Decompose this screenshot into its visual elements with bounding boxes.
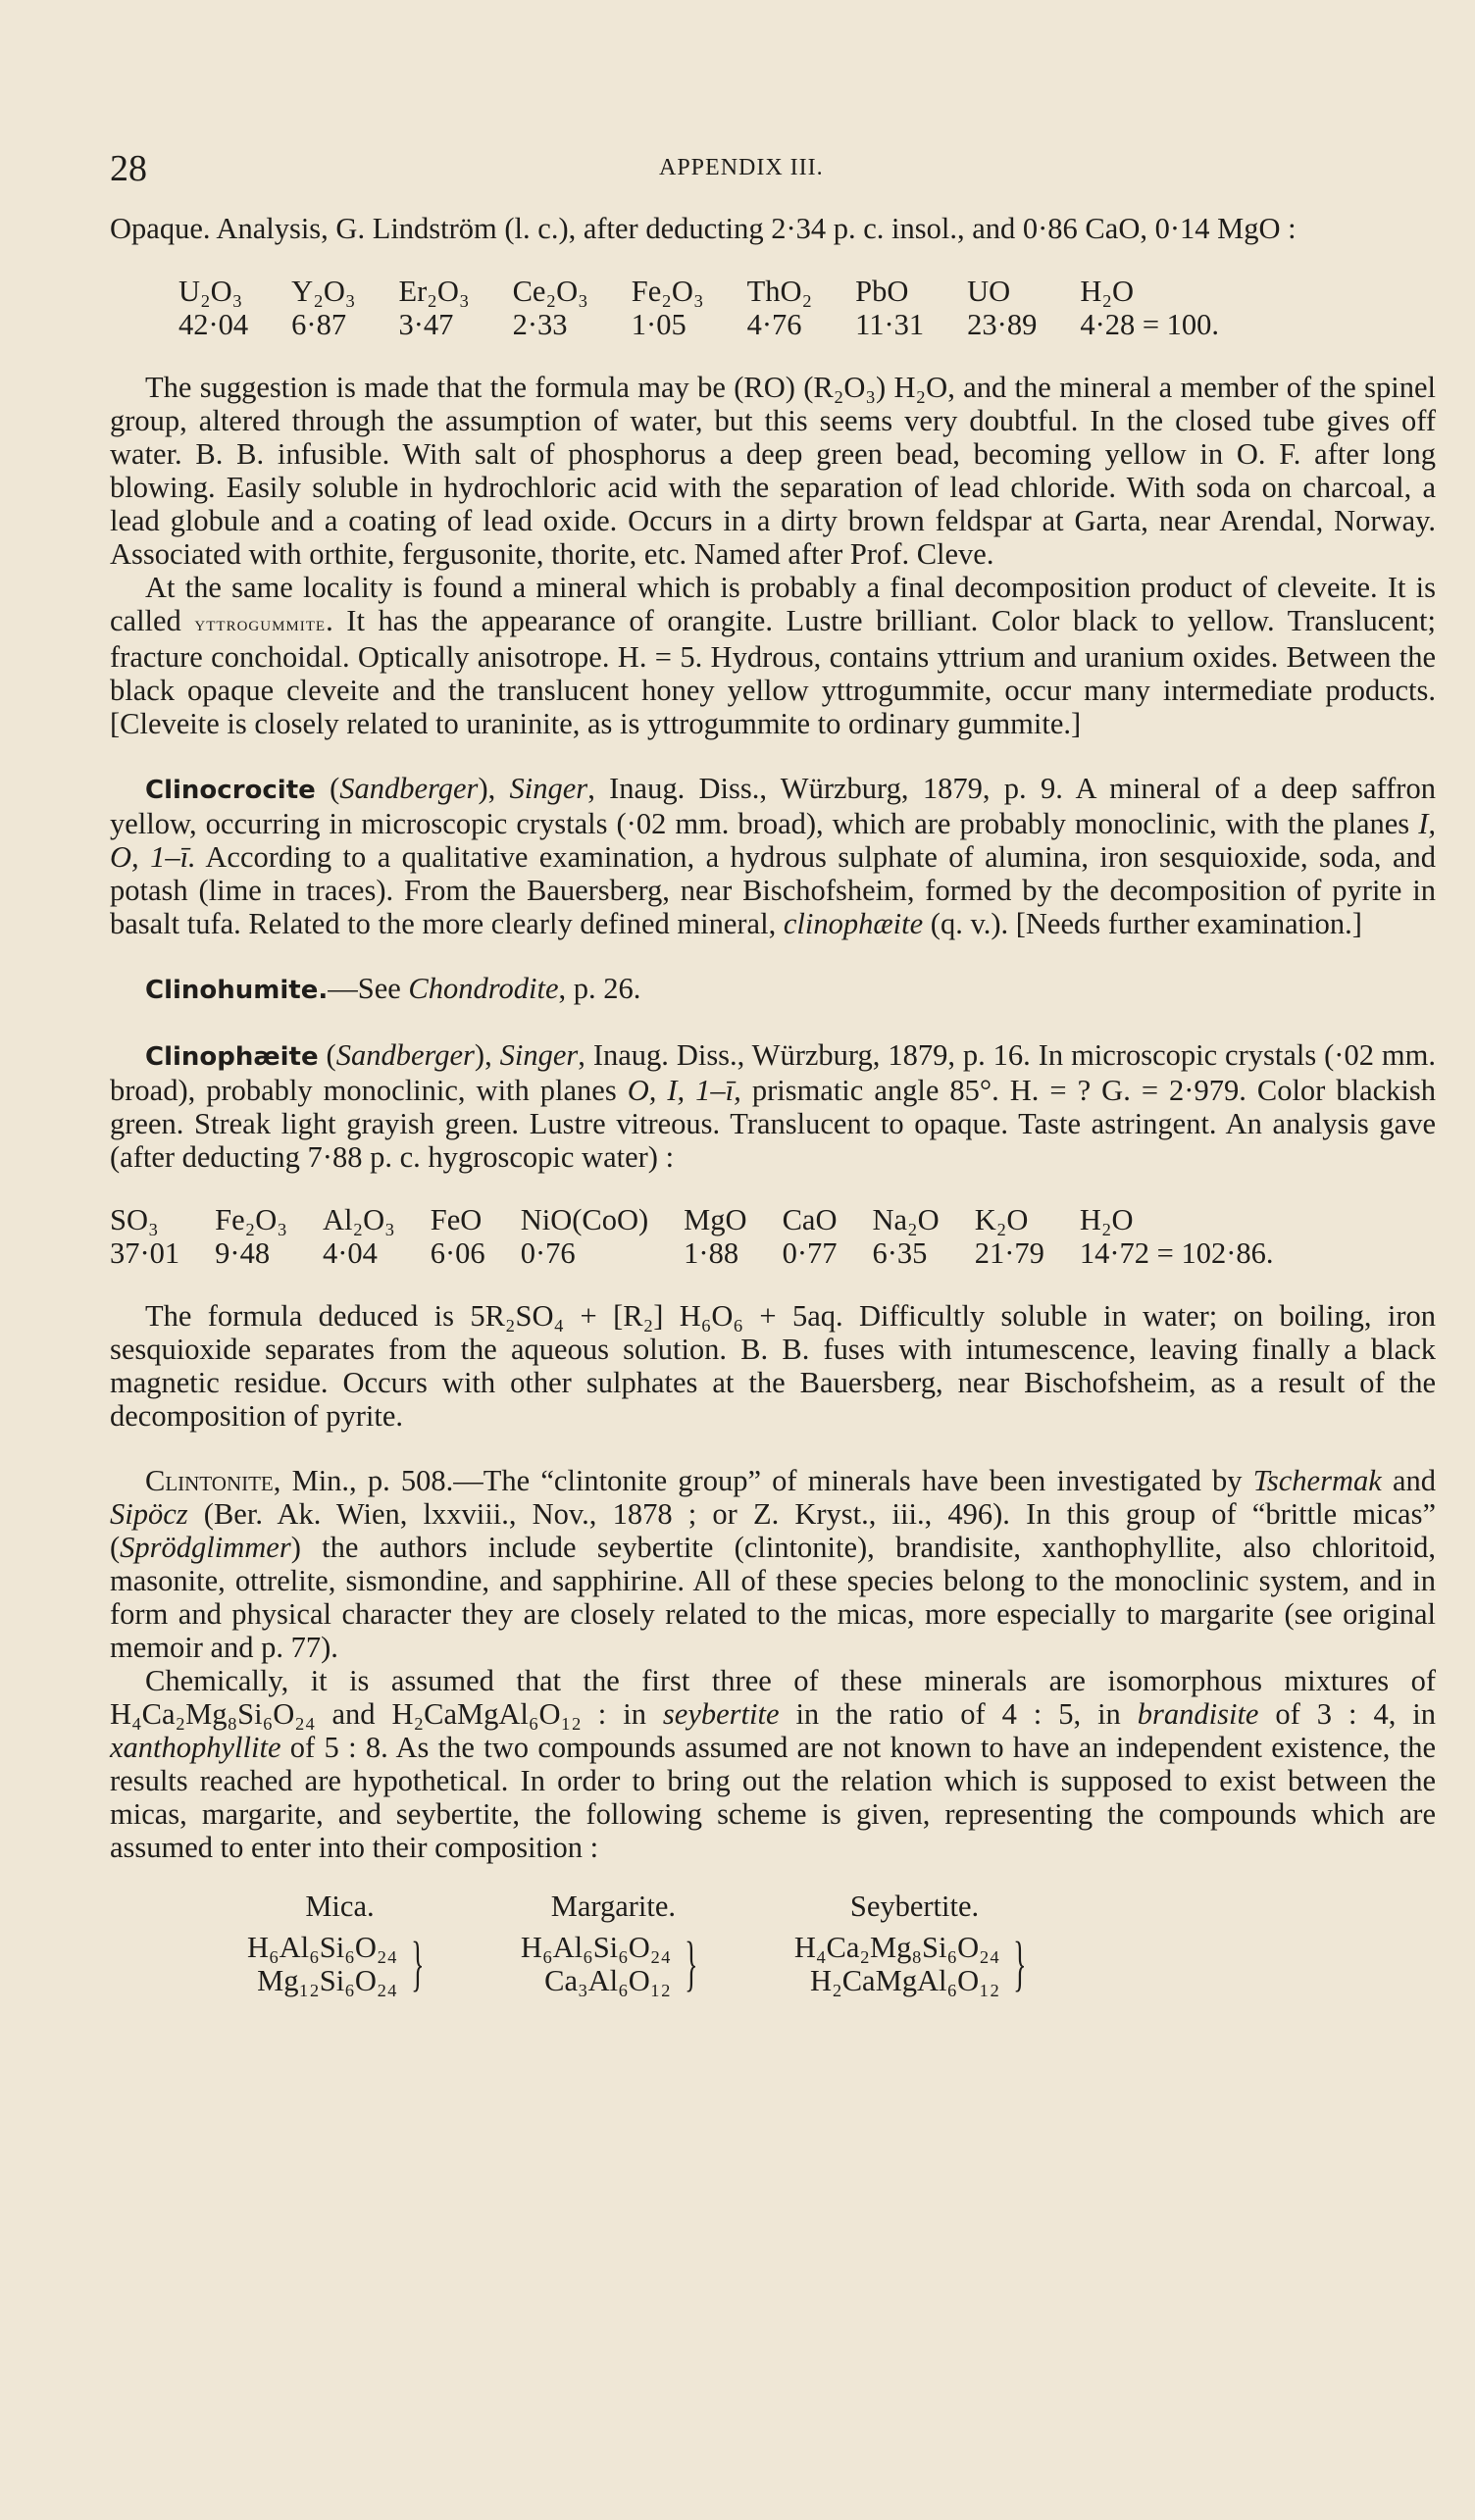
value-cell: 4·76 <box>746 308 802 341</box>
reference: , Inaug. Diss., Würzburg, 1879, p. 16. <box>578 1038 1039 1072</box>
value-cell: 14·72 = 102·86. <box>1079 1236 1274 1270</box>
value-cell: 4·04 <box>322 1236 378 1270</box>
formula: H₆Al₆Si₆O₂₄ <box>247 1931 398 1964</box>
text-span: A mineral of a deep saffron yellow, occurring in microscopic crystals (·02 mm. broad), which are probably monoclinic, with the planes <box>110 772 1436 840</box>
oxide-cell: UO <box>967 275 1011 308</box>
entry-clinohumite <box>110 972 1436 1007</box>
oxide-cell: Er₂O₃ <box>398 275 470 308</box>
value-cell: 37·01 <box>110 1236 180 1270</box>
formula: Mg₁₂Si₆O₂₄ <box>257 1964 398 1997</box>
value-cell: 0·77 <box>782 1236 838 1270</box>
brace-icon: } <box>1013 1931 1027 1997</box>
scheme-formulas <box>794 1931 1035 1997</box>
oxide-cell: PbO <box>855 275 909 308</box>
oxide-cell: Al₂O₃ <box>322 1203 395 1236</box>
author: Sandberger <box>335 1038 475 1072</box>
analysis-header-row <box>110 1203 1309 1236</box>
composition-scheme <box>247 1890 1436 1997</box>
formula: H₂CaMgAl₆O₁₂ <box>810 1964 1000 1997</box>
text-span: (q. v.). [Needs further examination.] <box>923 907 1362 940</box>
entry-title: Clinophæite <box>145 1042 319 1072</box>
formula-lines <box>247 1931 397 1997</box>
mineral-name-yttrogummite: yttrogummite <box>194 612 327 635</box>
text-span: of 5 : 8. As the two compounds assumed are not known to have an independent existence, the results reached are hypothetical. In order to bring out the relation which is supposed to exist between the micas, margarite, and seybertite, the following scheme is given, representing the compounds which are assumed to enter into their composition : <box>110 1731 1436 1864</box>
oxide-cell: MgO <box>684 1203 747 1236</box>
text-span: In microscopic crystals (·02 mm. broad), probably monoclinic, with planes <box>110 1038 1436 1107</box>
value-cell: 1·05 <box>631 308 687 341</box>
value-cell: 11·31 <box>855 308 925 341</box>
oxide-cell: FeO <box>430 1203 483 1236</box>
value-cell: 1·88 <box>684 1236 739 1270</box>
planes: O, I, 1–ī, <box>627 1074 741 1107</box>
text-span: and <box>1381 1464 1436 1497</box>
oxide-cell: Y₂O₃ <box>291 275 356 308</box>
value-cell: 21·79 <box>974 1236 1044 1270</box>
oxide-cell: Fe₂O₃ <box>631 275 704 308</box>
brace-icon: } <box>685 1931 698 1997</box>
value-cell: 42·04 <box>178 308 249 341</box>
intro-paragraph: Opaque. Analysis, G. Lindström (l. c.), after deducting 2·34 p. c. insol., and 0·86 CaO, 0·14 MgO : <box>110 212 1297 245</box>
brace-icon: } <box>411 1931 425 1997</box>
entry-clintonite <box>110 1464 1436 1664</box>
text-span: prismatic angle 85°. H. = ? G. = 2·979. Color blackish green. Streak light grayish green. Lustre vitreous. Translucent to opaque. Taste astringent. An analysis gave (after deducting 7·88 p. c. hygroscopic water) : <box>110 1074 1436 1174</box>
text-span: of 3 : 4, in <box>1258 1697 1437 1731</box>
scheme-column-margarite <box>521 1890 706 1997</box>
text-span: , p. 26. <box>558 972 641 1005</box>
ref-author: Singer <box>509 772 588 805</box>
oxide-cell: U₂O₃ <box>178 275 243 308</box>
yttrogummite-paragraph <box>110 571 1436 740</box>
oxide-cell: H₂O <box>1079 1203 1134 1236</box>
scheme-title: Mica. <box>305 1890 375 1923</box>
text-span: According to a qualitative examination, a hydrous sulphate of alumina, iron sesquioxide, soda, and potash (lime in traces). From the Bauersberg, near Bischofsheim, formed by the decomposition of pyrite in basalt tufa. Related to the more clearly defined mineral, <box>110 840 1436 940</box>
page-number: 28 <box>110 148 147 189</box>
entry-clinophaeite: Clinophæite (Sandberger), Singer, Inaug. Diss., Würzburg, 1879, p. 16. In microscopic crystals (·02 mm. broad), probably monoclinic, with planes O, I, 1–ī, prismatic angle 85°. H. = ? G. = 2·979. Color blackish green. Streak light grayish green. Lustre vitreous. Translucent to opaque. Taste astringent. An analysis gave (after deducting 7·88 p. c. hygroscopic water) : <box>110 1038 1436 1174</box>
entry-title: Clinohumite. <box>145 976 329 1005</box>
author: Tschermak <box>1252 1464 1382 1497</box>
value-cell: 6·87 <box>291 308 347 341</box>
value-cell: 6·35 <box>872 1236 928 1270</box>
text-span: . It has the appearance of orangite. Lustre brilliant. Color black to yellow. Translucent; fracture conchoidal. Optically anisotrope. H. = 5. Hydrous, contains yttrium and uranium oxides. Between the black opaque cleveite and the translucent honey yellow yttrogummite, occur many intermediate products. [Cleveite is closely related to uraninite, as is yttrogummite to ordinary gummite.] <box>110 604 1437 740</box>
value-cell: 3·47 <box>398 308 454 341</box>
value-cell: 23·89 <box>967 308 1038 341</box>
clinophaeite-formula-paragraph: The formula deduced is 5R₂SO₄ + [R₂] H₆O₆ + 5aq. Difficultly soluble in water; on boiling, iron sesquioxide separates from the aqueous solution. B. B. fuses with intumescence, leaving finally a black magnetic residue. Occurs with other sulphates at the Bauersberg, near Bischofsheim, as a result of the decomposition of pyrite. <box>110 1299 1436 1433</box>
running-head: APPENDIX III. <box>659 155 824 180</box>
formula-lines <box>794 1931 1000 1997</box>
value-cell: 2·33 <box>512 308 568 341</box>
mineral-name: xanthophyllite <box>110 1731 281 1764</box>
oxide-cell: Na₂O <box>872 1203 940 1236</box>
oxide-cell: Ce₂O₃ <box>512 275 588 308</box>
scheme-column-seybertite <box>794 1890 1035 1997</box>
oxide-cell: K₂O <box>974 1203 1029 1236</box>
oxide-cell: H₂O <box>1080 275 1135 308</box>
text-span: (Ber. Ak. Wien, lxxviii., Nov., 1878 ; or Z. Kryst., iii., 496). In this group of “brittle micas” ( <box>110 1497 1436 1564</box>
formula-lines <box>521 1931 671 1997</box>
text-span: in the ratio of 4 : 5, in <box>779 1697 1138 1731</box>
value-cell: 4·28 = 100. <box>1080 308 1220 341</box>
text-span: , Min., p. 508.—The “clintonite group” of minerals have been investigated by <box>273 1464 1253 1497</box>
entry-clinocrocite: Clinocrocite (Sandberger), Singer, Inaug. Diss., Würzburg, 1879, p. 9. A mineral of a deep saffron yellow, occurring in microscopic crystals (·02 mm. broad), which are probably monoclinic, with the planes I, O, 1–ī. According to a qualitative examination, a hydrous sulphate of alumina, iron sesquioxide, soda, and potash (lime in traces). From the Bauersberg, near Bischofsheim, formed by the decomposition of pyrite in basalt tufa. Related to the more clearly defined mineral, clinophæite (q. v.). [Needs further examination.] <box>110 772 1436 940</box>
value-cell: 9·48 <box>215 1236 271 1270</box>
mineral-name: seybertite <box>662 1697 780 1731</box>
oxide-cell: ThO₂ <box>746 275 813 308</box>
formula: Ca₃Al₆O₁₂ <box>544 1964 672 1997</box>
text-span: Chemically, it is assumed that the first three of these minerals are isomorphous mixtures of H₄Ca₂Mg₈Si₆O₂₄ and H₂CaMgAl₆O₁₂ : in <box>110 1664 1436 1731</box>
scheme-column-mica <box>247 1890 432 1997</box>
formula: H₄Ca₂Mg₈Si₆O₂₄ <box>793 1931 1000 1964</box>
planes: I, O, 1–ī. <box>110 807 1436 874</box>
author: Sandberger <box>339 772 479 805</box>
entry-title: Clinocrocite <box>145 776 316 805</box>
oxide-cell: SO₃ <box>110 1203 159 1236</box>
ref-author: Singer <box>499 1038 579 1072</box>
formula: H₆Al₆Si₆O₂₄ <box>520 1931 672 1964</box>
entry-title: Clintonite <box>145 1464 274 1497</box>
text-span: —See <box>328 972 409 1005</box>
cross-reference: Chondrodite <box>408 972 559 1005</box>
text-span: ) the authors include seybertite (clintonite), brandisite, xanthophyllite, also chloritoid, masonite, ottrelite, sismondine, and sapphirine. All of these species belong to the monoclinic system, and in form and physical character they are closely related to the micas, more especially to margarite (see original memoir and p. 77). <box>110 1531 1436 1664</box>
analysis-table-clinophaeite <box>110 1203 1309 1270</box>
analysis-table-cleveite <box>178 275 1262 341</box>
page-header <box>110 147 1426 189</box>
reference: , Inaug. Diss., Würzburg, 1879, p. 9. <box>587 772 1076 805</box>
chemistry-paragraph <box>110 1664 1436 1864</box>
scheme-title: Seybertite. <box>849 1890 980 1923</box>
cleveite-paragraph: The suggestion is made that the formula may be (RO) (R₂O₃) H₂O, and the mineral a member of the spinel group, altered through the assumption of water, but this seems very doubtful. In the closed tube gives off water. B. B. infusible. With salt of phosphorus a deep green bead, becoming yellow in O. F. after long blowing. Easily soluble in hydrochloric acid with the separation of lead chloride. With soda on charcoal, a lead globule and a coating of lead oxide. Occurs in a dirty brown feldspar at Garta, near Arendal, Norway. Associated with orthite, fergusonite, thorite, etc. Named after Prof. Cleve. <box>110 371 1436 571</box>
analysis-value-row <box>110 1236 1309 1270</box>
text-span: At the same locality is found a mineral which is probably a final decomposition product of cleveite. It is called <box>110 571 1436 637</box>
scheme-title: Margarite. <box>550 1890 677 1923</box>
scheme-formulas <box>247 1931 432 1997</box>
page-content <box>110 212 1436 1997</box>
value-cell: 0·76 <box>520 1236 576 1270</box>
oxide-cell: Fe₂O₃ <box>215 1203 287 1236</box>
mineral-name: brandisite <box>1137 1697 1259 1731</box>
analysis-value-row <box>178 308 1262 341</box>
related-mineral: clinophæite <box>783 907 924 940</box>
oxide-cell: NiO(CoO) <box>520 1203 649 1236</box>
scheme-formulas <box>521 1931 706 1997</box>
analysis-header-row <box>178 275 1262 308</box>
german-term: Sprödglimmer <box>120 1531 291 1564</box>
author: Sipöcz <box>110 1497 188 1531</box>
oxide-cell: CaO <box>782 1203 838 1236</box>
value-cell: 6·06 <box>430 1236 485 1270</box>
